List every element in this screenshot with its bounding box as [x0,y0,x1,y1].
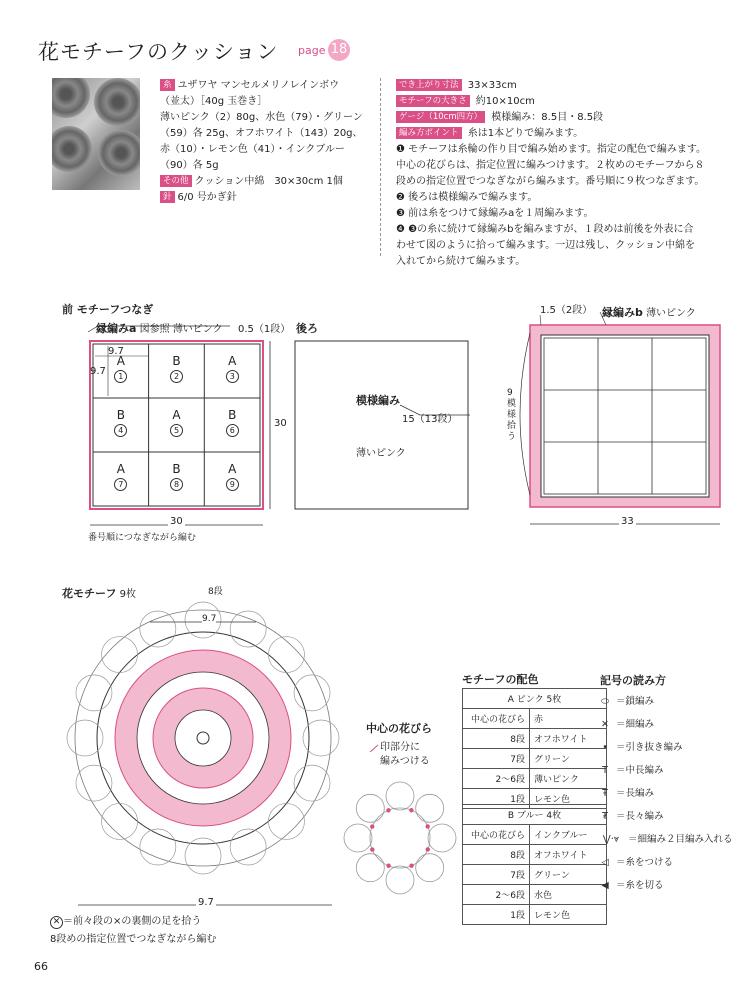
single-crochet-icon: ✕ [601,719,609,730]
yarn-badge: 糸 [160,79,175,91]
symbol-legend: ⬭ ＝鎖編み ✕ ＝細編み • ＝引き抜き編み T ＝中長編み Ŧ ＝長編み ₮ ＝長々編み ⋁·⩔ ＝細編み２目編み入れる ◁ ＝糸をつける ◀ ＝糸を切る [594,690,750,897]
motif-cell-2: B 2 [149,344,205,400]
motif-cell-4: B 4 [93,398,149,454]
materials-block: 糸 ユザワヤ マンセルメリノレインボウ （並太）［40g 玉巻き］ 薄いピンク（2）80g、水色（79）・グリーン （59）各 25g、オフホワイト（143）20g、 赤（10）・レモン色（41）・インクブルー （90）各 5g その他 クッション中綿 30×30cm 1個 針 6/0 号かぎ針 [160,80,363,203]
increase-icon: ⋁·⩔ [602,834,620,845]
double-crochet-icon: Ŧ [602,788,608,799]
motif-cell-7: A 7 [93,452,149,508]
needle-badge: 針 [160,191,175,203]
folio: 66 [34,960,48,973]
motif-cell-6: B 6 [204,398,260,454]
cut-yarn-icon: ◀ [601,880,609,891]
motif-cell-1: A 1 [93,344,149,400]
motif-cell-8: B 8 [149,452,205,508]
color-table-a: A ピンク 5枚 中心の花びら 赤 8段 オフホワイト 7段 グリーン 2〜6段 薄いピンク 1段 レモン色 [462,688,607,809]
flower-motif-chart [67,602,339,874]
front-title: 前 モチーフつなぎ [62,303,154,316]
back-panel [295,341,468,509]
page-title: 花モチーフのクッション [38,40,279,64]
legend-title: 記号の読み方 [600,674,666,687]
specs-block: でき上がり寸法 33×33cm モチーフの大きさ 約10×10cm ゲージ（10cm四方） 模様編み：8.5目・8.5段 編み方ポイント 糸は1本どりで編みます。 ❶ モチーフは糸輪の作り目で編み始めます。指定の配色で編みます。 中心の花びらは、指定位置に編みつけます。２枚めのモチーフから８ 段めの指定位置でつなぎながら編みます。番号順に９枚つなぎます。 ❷ 後ろは模様編みで編みます。 ❸ 前は糸をつけて縁編みaを１周編みます。 ❹ ❸の糸に続けて縁編みbを編みますが、１段めは前後を外表に合 わせて図のように拾って編みます。一辺は残し、クッション中綿を 入れてから続けて編みます。 [396,80,707,267]
motif-cell-3: A 3 [204,344,260,400]
half-double-icon: T [602,765,608,776]
center-petal-chart [344,782,456,894]
page-number-badge: 18 [328,39,350,61]
chain-symbol-icon: ⬭ [600,696,610,707]
motif-cell-9: A 9 [204,452,260,508]
join-yarn-icon: ◁ [601,857,609,868]
color-table-title: モチーフの配色 [462,673,539,686]
other-badge: その他 [160,175,192,187]
color-table-b: B ブルー 4枚 中心の花びら インクブルー 8段 オフホワイト 7段 グリーン 2〜6段 水色 1段 レモン色 [462,804,607,925]
page-label: page [298,44,326,57]
slip-stitch-icon: • [602,742,608,753]
motif-cell-5: A 5 [149,398,205,454]
treble-crochet-icon: ₮ [601,811,609,822]
back-title: 後ろ [296,322,318,335]
